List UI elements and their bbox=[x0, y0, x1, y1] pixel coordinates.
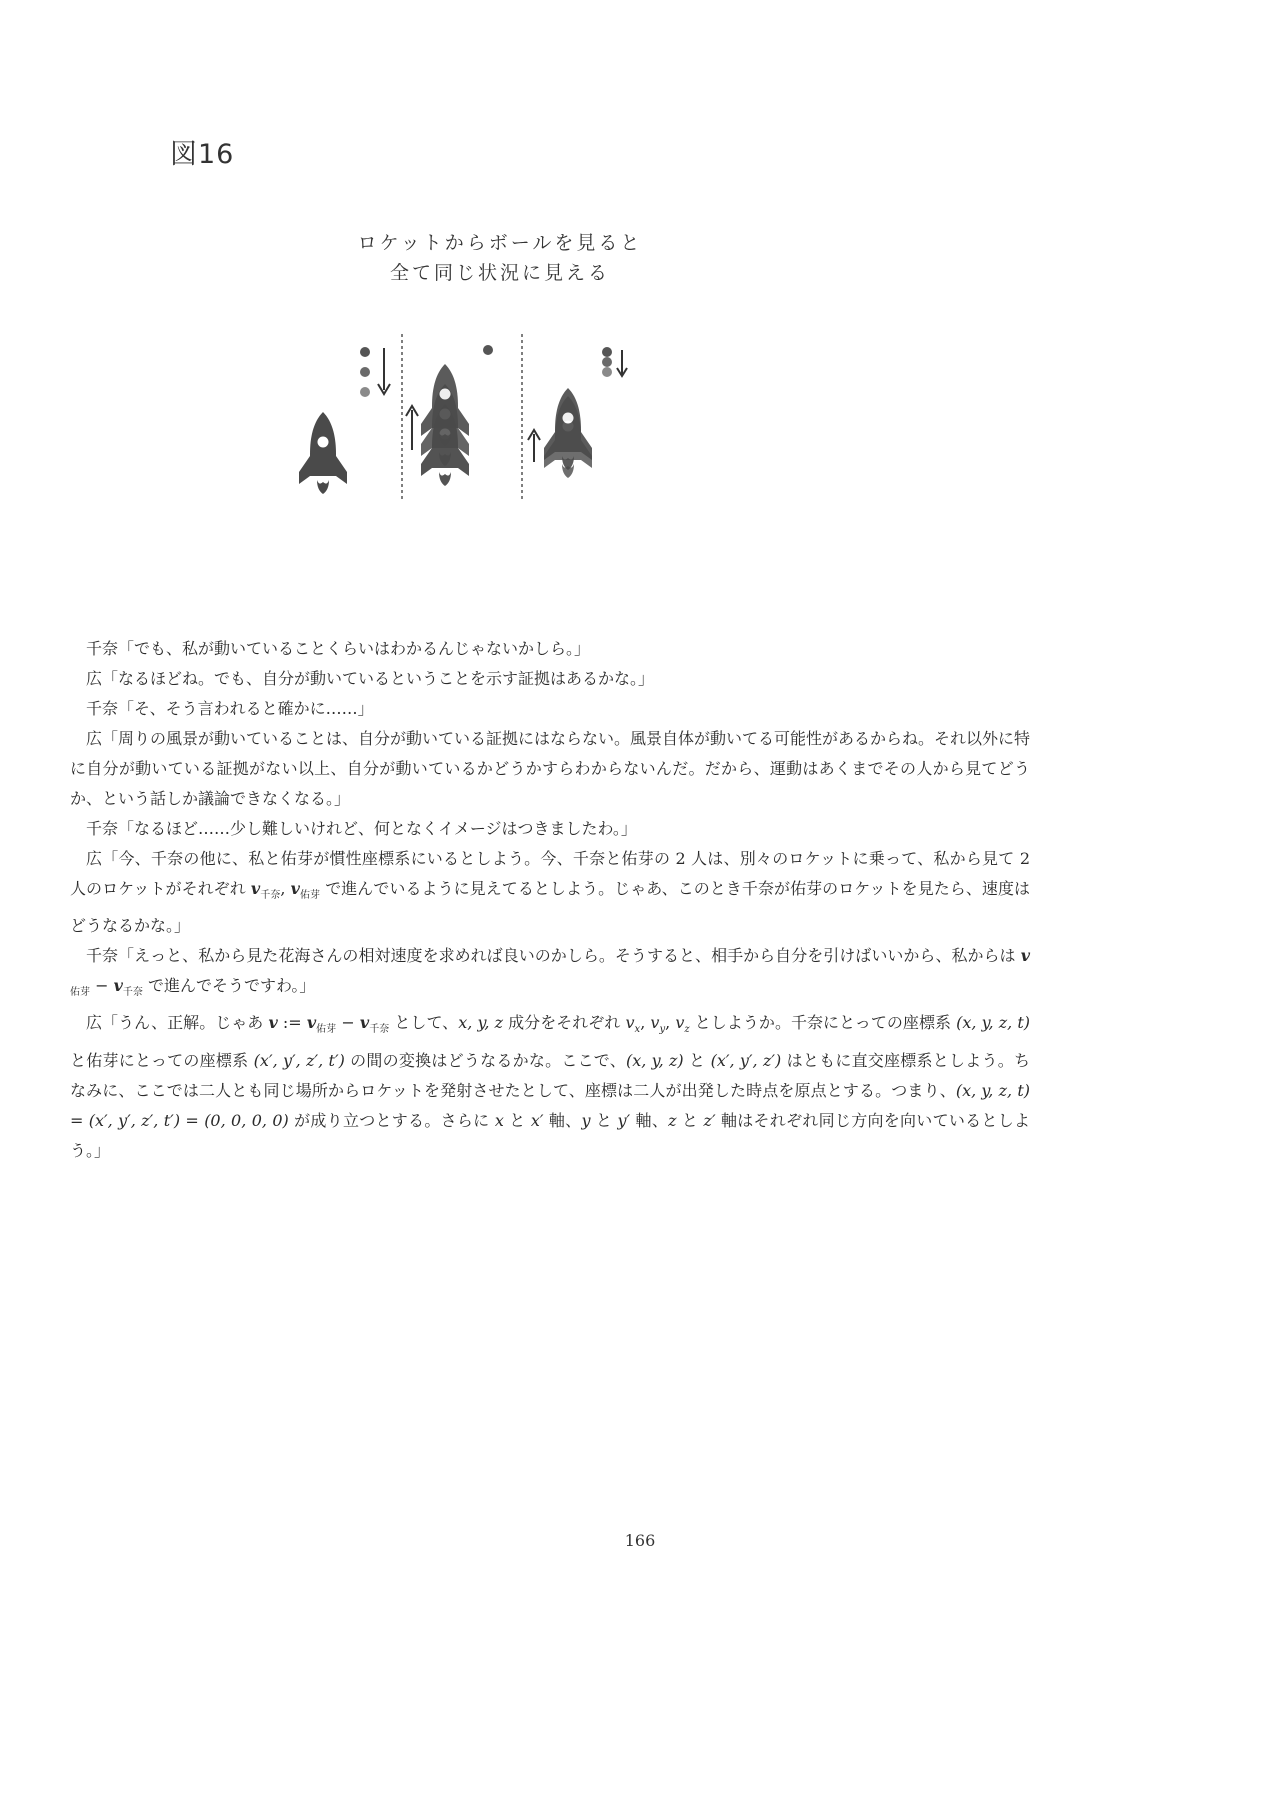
ball-icon bbox=[360, 387, 370, 397]
dialogue-line: 広「周りの風景が動いていることは、自分が動いている証拠にはならない。風景自体が動いてる可能性があるからね。それ以外に特に自分が動いている証拠がない以上、自分が動いているかどうかすらわからないんだ。だから、運動はあくまでその人から見てどうか、という話しか議論できなくなる。」 bbox=[70, 729, 1031, 808]
ball-icon bbox=[602, 357, 612, 367]
figure-caption bbox=[300, 228, 700, 288]
rocket-icon bbox=[299, 412, 347, 494]
dialogue-line: 千奈「そ、そう言われると確かに……」 bbox=[86, 699, 374, 718]
dialogue-line: 広「なるほどね。でも、自分が動いているということを示す証拠はあるかな。」 bbox=[86, 669, 655, 688]
body-text bbox=[70, 634, 1030, 1166]
up-arrow-icon bbox=[406, 406, 418, 450]
rocket-illustration bbox=[290, 330, 650, 510]
dialogue-line: 広「うん、正解。じゃあ v := $v_{佑芽} - v_{千奈}$ として、x, y, z 成分をそれぞれ $v_x$, $v_y$, $v_z$ としようか。千奈にとっての座標系 (x, y, z, t) と佑芽にとっての座標系 (x′, y′, z′, t′) の間の変換はどうなるかな。ここで、(x, y, z) と (x′, y′, z′) はともに直交座標系としよう。ちなみに、ここでは二人とも同じ場所からロケットを発射させたとして、座標は二人が出発した時点を原点とする。つまり、(x, y, z, t) = (x′, y′, z′, t′) = (0, 0, 0, 0) が成り立つとする。さらに x と x′ 軸、y と y′ 軸、z と z′ 軸はそれぞれ同じ方向を向いているとしよう。」 bbox=[70, 1013, 1031, 1160]
ball-icon bbox=[483, 345, 493, 355]
ball-icon bbox=[360, 367, 370, 377]
ball-icon bbox=[602, 367, 612, 377]
caption-line-2: 全て同じ状況に見える bbox=[389, 262, 610, 284]
dialogue-line: 千奈「でも、私が動いていることくらいはわかるんじゃないかしら。」 bbox=[86, 639, 591, 658]
down-arrow-icon bbox=[378, 348, 390, 394]
ball-icon bbox=[602, 347, 612, 357]
up-arrow-icon bbox=[528, 430, 540, 462]
ball-icon bbox=[360, 347, 370, 357]
rocket-figure bbox=[290, 330, 650, 514]
dialogue-line: 広「今、千奈の他に、私と佑芽が慣性座標系にいるとしよう。今、千奈と佑芽の 2 人は、別々のロケットに乗って、私から見て 2 人のロケットがそれぞれ $v_{千奈}$, $v_{佑芽}$ で進んでいるように見えてるとしよう。じゃあ、このとき千奈が佑芽のロケットを見たら、速度はどうなるかな。」 bbox=[70, 849, 1031, 936]
dialogue-line: 千奈「なるほど……少し難しいけれど、何となくイメージはつきましたわ。」 bbox=[86, 819, 637, 838]
page-number: 166 bbox=[624, 1531, 656, 1550]
down-arrow-icon bbox=[617, 350, 627, 376]
figure-label: 図16 bbox=[170, 139, 235, 170]
dialogue-line: 千奈「えっと、私から見た花海さんの相対速度を求めれば良いのかしら。そうすると、相手から自分を引けばいいから、私からは $v_{佑芽} - v_{千奈}$ で進んでそうですわ。」 bbox=[70, 946, 1030, 999]
caption-line-1: ロケットからボールを見ると bbox=[357, 232, 643, 254]
